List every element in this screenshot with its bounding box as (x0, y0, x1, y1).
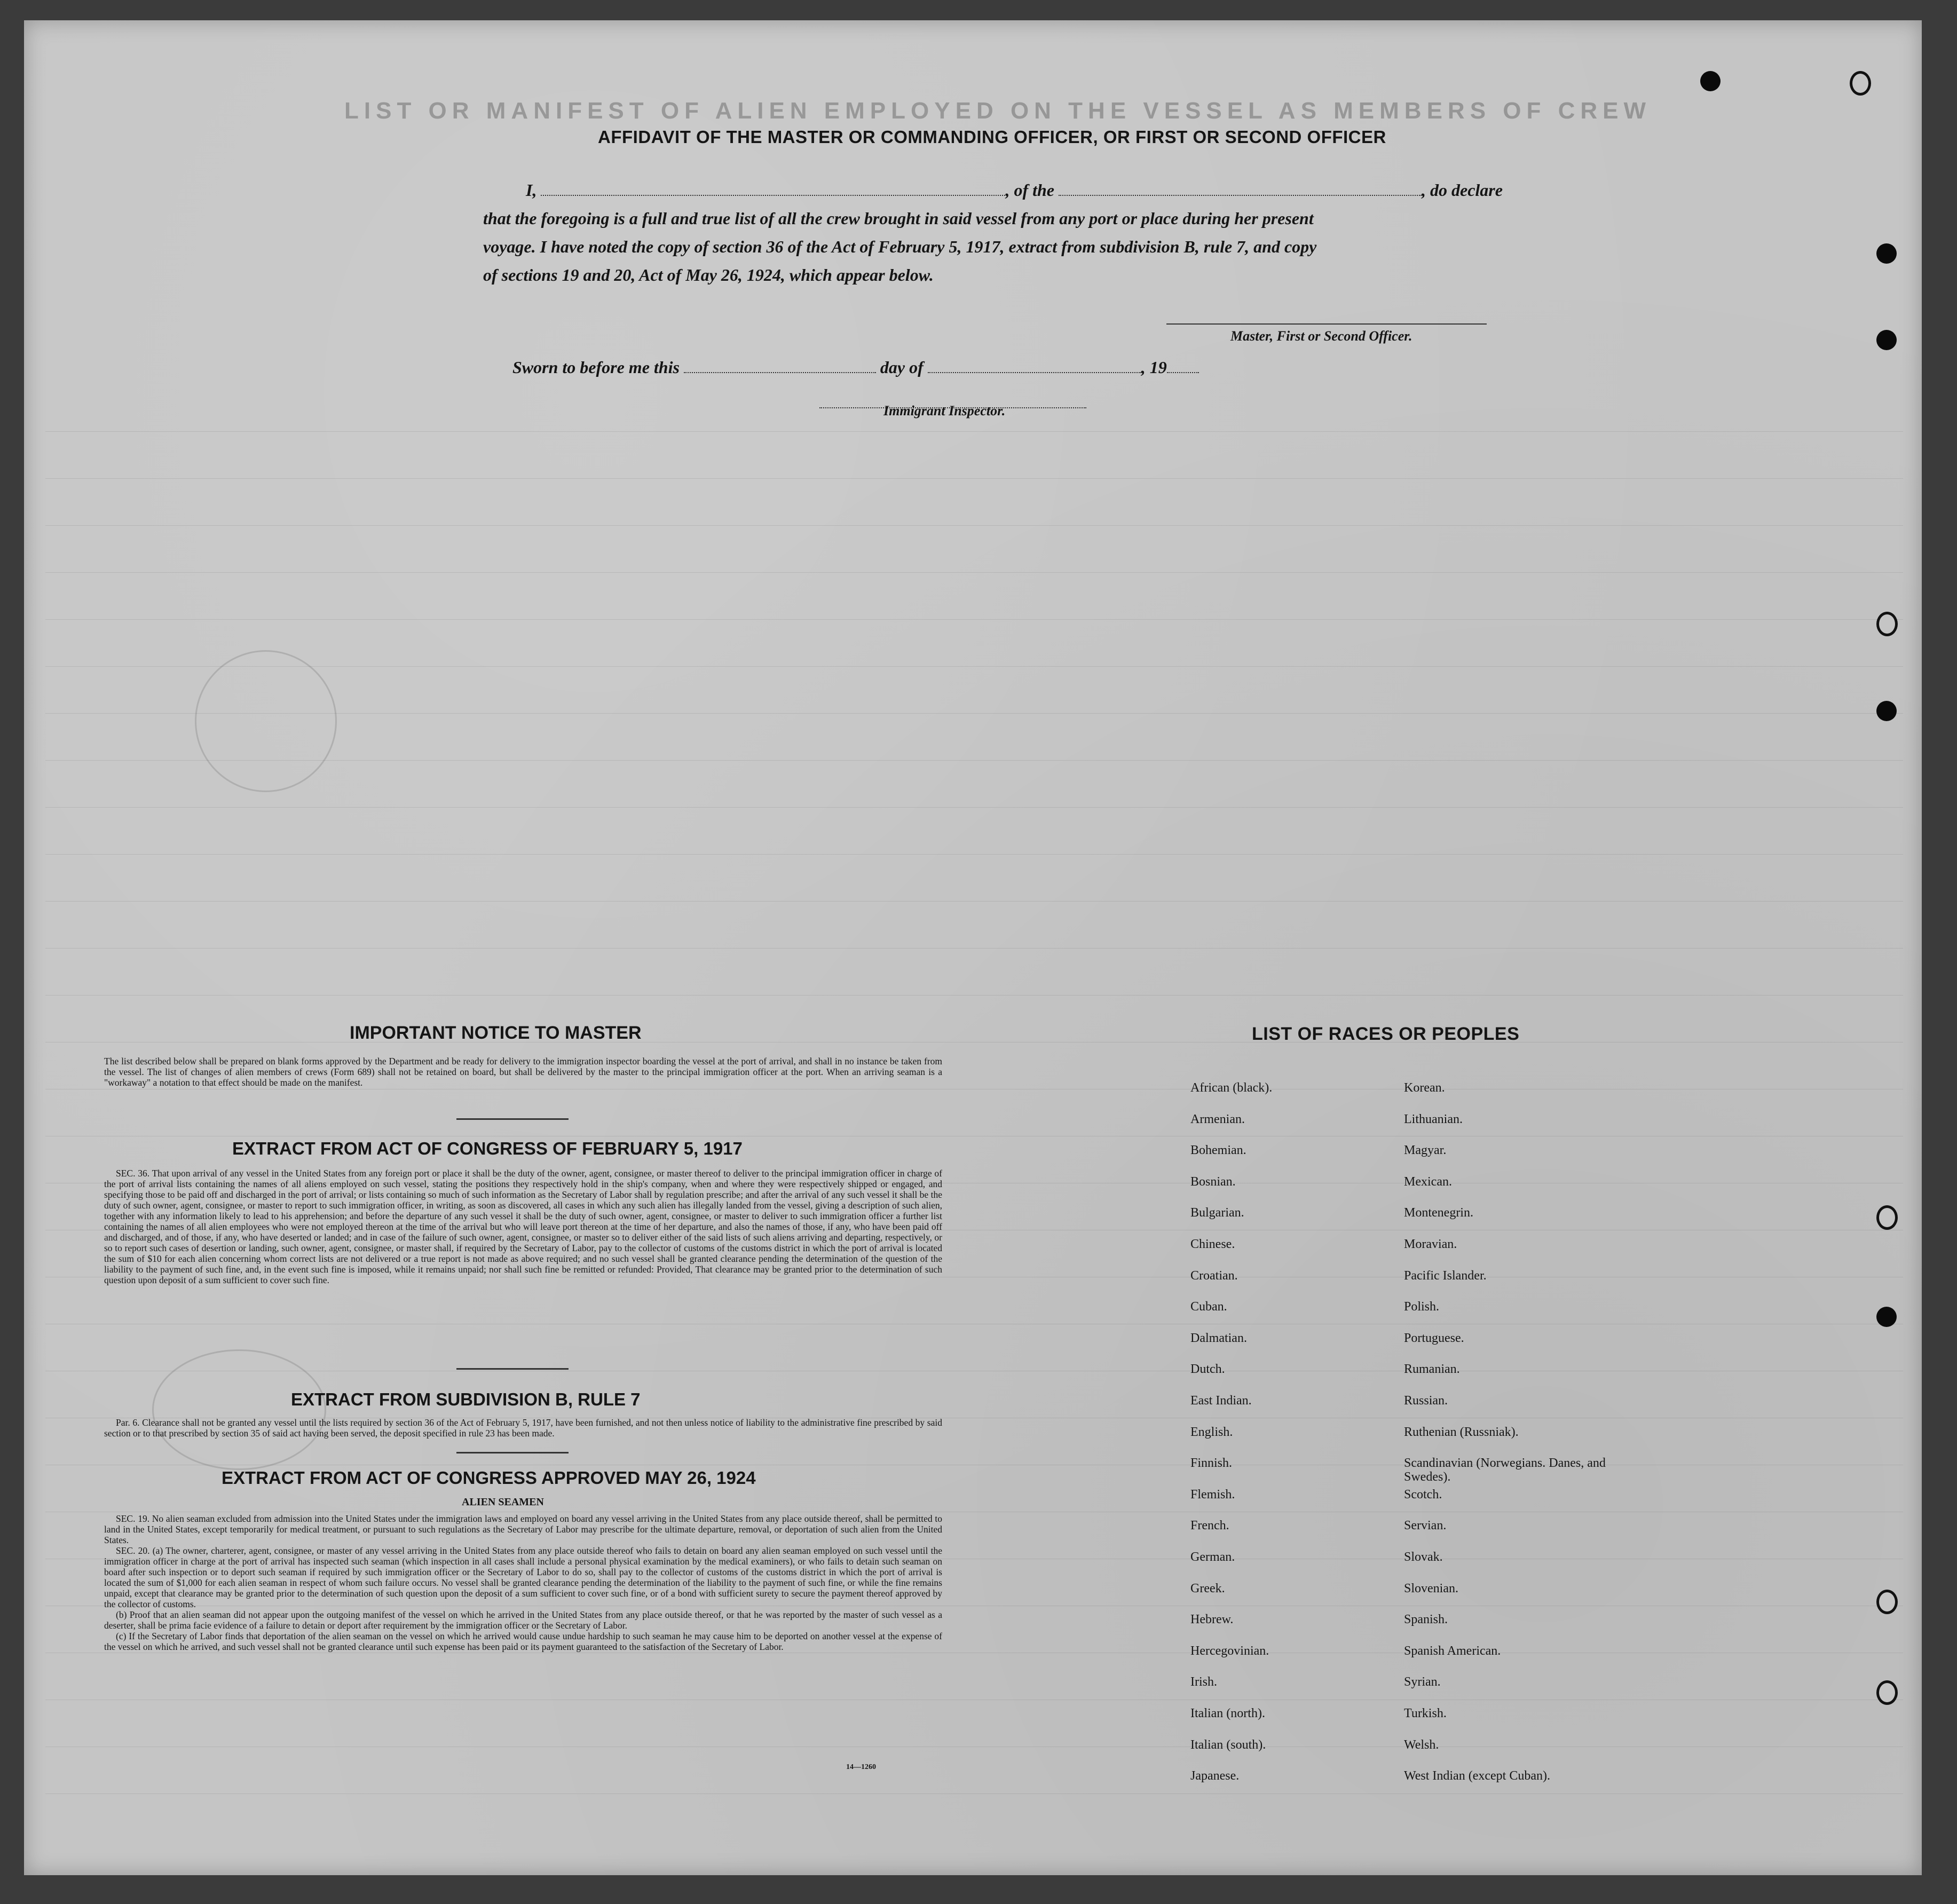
affidavit-do-declare: , do declare (1422, 180, 1503, 200)
race-item: Croatian. (1190, 1268, 1238, 1283)
race-item: East Indian. (1190, 1394, 1252, 1408)
divider (456, 1118, 569, 1120)
ledger-row-line (45, 619, 1903, 620)
race-item: Armenian. (1190, 1112, 1245, 1126)
race-item: Chinese. (1190, 1237, 1235, 1251)
ledger-row-line (45, 431, 1903, 432)
race-item: Hercegovinian. (1190, 1644, 1269, 1658)
year-label: , 19 (1141, 358, 1167, 377)
race-item: Flemish. (1190, 1487, 1235, 1502)
race-item: Bohemian. (1190, 1143, 1246, 1158)
punch-hole (1876, 1205, 1898, 1230)
race-item: Pacific Islander. (1404, 1268, 1487, 1283)
extract3-sec19: SEC. 19. No alien seaman excluded from admission into the United States under the immigration laws and employed on board any vessel arriving in the United States from any place outside thereof, shall be permitted to land in the United States, except temporarily for medical treatment, or pursuant to such regulations as the Secretary of Labor may prescribe for the ultimate departure, removal, or deportation of such alien from the United States. (104, 1513, 942, 1545)
extract3-title: EXTRACT FROM ACT OF CONGRESS APPROVED MAY 26, 1924 (222, 1468, 756, 1488)
affidavit-title: AFFIDAVIT OF THE MASTER OR COMMANDING OFFICER, OR FIRST OR SECOND OFFICER (598, 127, 1386, 147)
race-item: Cuban. (1190, 1300, 1227, 1314)
extract3-sec20b: (b) Proof that an alien seaman did not appear upon the outgoing manifest of the vessel on which he arrived in the United States from any place outside thereof, or that he was reported by the master of such vessel as a deserter, shall be prima facie evidence of a failure to detain or deport after requirement by the immigration officer or the Secretary of Labor. (104, 1609, 942, 1631)
affidavit-line-1 (526, 180, 1540, 200)
ledger-row-line (45, 854, 1903, 855)
extract3-subtitle: ALIEN SEAMEN (462, 1496, 544, 1508)
ledger-row-line (45, 666, 1903, 667)
race-item: Moravian. (1404, 1237, 1457, 1251)
race-item: Bosnian. (1190, 1174, 1236, 1189)
race-item: Japanese. (1190, 1769, 1240, 1783)
extract3-sec20a: SEC. 20. (a) The owner, charterer, agent, consignee, or master of any vessel arriving in the United States from any place outside thereof who fails to detain on board any alien seaman employed on such vessel until the immigration officer in charge at the port of arrival has inspected such seaman (which inspection in all cases shall include a personal physical examination by the medical examiners), or who fails to detain such seaman on board after such inspection or to deport such seaman if required by such immigration officer or the Secretary of Labor to do so, shall pay to the collector of customs of the customs district in which the port of arrival is located the sum of $1,000 for each alien seaman in respect of whom such failure occurs. No vessel shall be granted clearance pending the determination of the liability to the payment of such fine, or while the fine remains unpaid, except that clearance may be granted prior to the determination of such question upon the deposit of a sum sufficient to cover such fine, or of a bond with sufficient surety to secure the payment thereof approved by the collector of customs. (104, 1545, 942, 1609)
affidavit-line-3: voyage. I have noted the copy of section 36 of the Act of February 5, 1917, extract from subdivision B, rule 7, and copy (483, 237, 1317, 256)
extract3-sec20c: (c) If the Secretary of Labor finds that deportation of the alien seaman on the vessel on which he arrived would cause undue hardship to such seaman he may cause him to be deported on another vessel at the expense of the vessel on which he arrived, and such vessel shall not be granted clearance until such expense has been paid or its payment guaranteed to the satisfaction of the Secretary of Labor. (104, 1631, 942, 1652)
race-item: Hebrew. (1190, 1613, 1234, 1627)
race-item: Portuguese. (1404, 1331, 1464, 1345)
ledger-row-line (45, 995, 1903, 996)
race-item: Italian (south). (1190, 1737, 1266, 1752)
race-item: Dalmatian. (1190, 1331, 1247, 1345)
race-item: Slovak. (1404, 1550, 1443, 1564)
sworn-line (512, 358, 1199, 377)
ledger-row-line (45, 525, 1903, 526)
divider (456, 1452, 569, 1453)
extract2-title: EXTRACT FROM SUBDIVISION B, RULE 7 (291, 1389, 641, 1409)
affidavit-line-2: that the foregoing is a full and true list of all the crew brought in said vessel from any port or place during her present (483, 209, 1314, 228)
ledger-row-line (45, 572, 1903, 573)
punch-hole (1876, 330, 1897, 350)
punch-hole (1876, 612, 1898, 636)
race-item: Spanish American. (1404, 1644, 1501, 1658)
race-item: African (black). (1190, 1081, 1273, 1095)
race-item: Irish. (1190, 1675, 1217, 1689)
notice-body: The list described below shall be prepared on blank forms approved by the Department and be ready for delivery to the immigration inspector boarding the vessel at the port of arrival, and shall in no instance be taken from the vessel. The list of changes of alien members of crews (Form 689) shall not be retained on board, but shall be delivered by the master to the principal immigration officer at the port. When an arriving seaman is a "workaway" a notation to that effect should be made on the manifest. (104, 1056, 942, 1088)
race-item: Scandinavian (Norwegians. Danes, and Swedes). (1404, 1456, 1606, 1484)
master-signature-caption: Master, First or Second Officer. (1230, 328, 1412, 344)
divider (456, 1368, 569, 1370)
race-item: Syrian. (1404, 1675, 1441, 1689)
race-item: Greek. (1190, 1581, 1225, 1595)
race-item: Servian. (1404, 1519, 1447, 1533)
race-item: Dutch. (1190, 1362, 1225, 1377)
inspector-caption: Immigrant Inspector. (883, 403, 1006, 418)
notice-title: IMPORTANT NOTICE TO MASTER (350, 1023, 642, 1043)
ledger-row-line (45, 948, 1903, 949)
form-number: 14—1260 (846, 1763, 876, 1771)
race-item: Slovenian. (1404, 1581, 1458, 1595)
sworn-year-field[interactable] (1167, 359, 1199, 373)
master-signature-line[interactable] (1166, 323, 1487, 325)
race-item: Scotch. (1404, 1487, 1442, 1502)
race-item: Lithuanian. (1404, 1112, 1463, 1126)
race-item: English. (1190, 1425, 1233, 1439)
race-item: Korean. (1404, 1081, 1445, 1095)
faint-seal (152, 1349, 326, 1470)
race-item: Turkish. (1404, 1707, 1447, 1720)
extract1-title: EXTRACT FROM ACT OF CONGRESS OF FEBRUARY 5, 1917 (232, 1139, 743, 1158)
punch-hole (1850, 71, 1871, 96)
extract3-body (104, 1513, 942, 1652)
race-item: Spanish. (1404, 1613, 1448, 1627)
race-item: Italian (north). (1190, 1707, 1265, 1720)
affidavit-i-label: I, (526, 180, 537, 200)
race-item: Ruthenian (Russniak). (1404, 1425, 1519, 1439)
punch-hole (1876, 701, 1897, 721)
punch-hole (1876, 1680, 1898, 1705)
race-item: Welsh. (1404, 1737, 1439, 1752)
officer-name-field[interactable] (541, 182, 1005, 196)
sworn-label: Sworn to before me this (512, 358, 680, 377)
race-item: Rumanian. (1404, 1362, 1460, 1377)
ledger-row-line (45, 807, 1903, 808)
race-item: Magyar. (1404, 1143, 1447, 1158)
punch-hole (1876, 1307, 1897, 1327)
day-of-label: day of (880, 358, 924, 377)
race-item: Russian. (1404, 1394, 1448, 1408)
punch-hole (1876, 243, 1897, 264)
races-title: LIST OF RACES OR PEOPLES (1252, 1024, 1520, 1044)
race-item: West Indian (except Cuban). (1404, 1769, 1550, 1783)
extract1-body: SEC. 36. That upon arrival of any vessel in the United States from any foreign port or place it shall be the duty of the owner, agent, consignee, or master thereof to deliver to the principal immigration officer in charge of the port of arrival lists containing the names of all aliens employed on such vessel, stating the positions they respectively hold in the ship's company, when and where they were respectively shipped or engaged, and specifying those to be paid off and discharged in the port of arrival; or lists containing so much of such information as the Secretary of Labor shall by regulation prescribe; and after the arrival of any such vessel it shall be the duty of such owner, agent, consignee, or master to report to such immigration officer, in writing, as soon as discovered, all cases in which any such alien has illegally landed from the vessel, giving a description of such alien, together with any information likely to lead to his apprehension; and before the departure of any such vessel it shall be the duty of such owner, agent, consignee, or master to deliver to such immigration officer a further list containing the names of all alien employees who were not employed thereon at the time of the arrival but who will leave port thereon at the time of her departure, and also the names of those, if any, who have been paid off and discharged, and of those, if any, who have deserted or landed; and in case of the failure of such owner, agent, consignee, or master so to deliver either of the said lists of such aliens arriving and departing, respectively, or so to report such cases of desertion or landing, such owner, agent, consignee, or master shall, if required by the Secretary of Labor, pay to the collector of customs of the customs district in which the port of arrival is located the sum of $10 for each alien concerning whom correct lists are not delivered or a true report is not made as above required; and no such vessel shall be granted clearance pending the determination of the question of the liability to the payment of such fine, and, in the event such fine is imposed, while it remains unpaid; nor shall such fine be remitted or refunded: Provided, That clearance may be granted prior to the determination of such question upon deposit of a sum sufficient to cover such fine. (104, 1168, 942, 1285)
race-item: Mexican. (1404, 1174, 1452, 1189)
race-item: Montenegrin. (1404, 1206, 1473, 1220)
ledger-row-line (45, 901, 1903, 902)
extract2-body: Par. 6. Clearance shall not be granted any vessel until the lists required by section 36 of the Act of February 5, 1917, have been furnished, and not then unless notice of liability to the administrative fine prescribed by said section or to that prescribed by section 35 of said act having been served, the deposit specified in rule 23 has been made. (104, 1417, 942, 1439)
ledger-row-line (45, 478, 1903, 479)
faint-stamp (195, 650, 337, 792)
race-item: French. (1190, 1519, 1229, 1533)
bleed-through-heading: LIST OR MANIFEST OF ALIEN EMPLOYED ON THE VESSEL AS MEMBERS OF CREW (344, 98, 1652, 124)
sworn-day-field[interactable] (684, 359, 876, 373)
affidavit-of-the: , of the (1005, 180, 1054, 200)
race-item: Polish. (1404, 1300, 1440, 1314)
punch-hole (1876, 1590, 1898, 1614)
vessel-name-field[interactable] (1059, 182, 1422, 196)
sworn-month-field[interactable] (928, 359, 1141, 373)
manifest-page (24, 20, 1922, 1875)
race-item: Finnish. (1190, 1456, 1233, 1471)
punch-hole (1700, 71, 1721, 91)
race-item: Bulgarian. (1190, 1206, 1244, 1220)
affidavit-line-4: of sections 19 and 20, Act of May 26, 1924, which appear below. (483, 265, 934, 285)
race-item: German. (1190, 1550, 1235, 1564)
